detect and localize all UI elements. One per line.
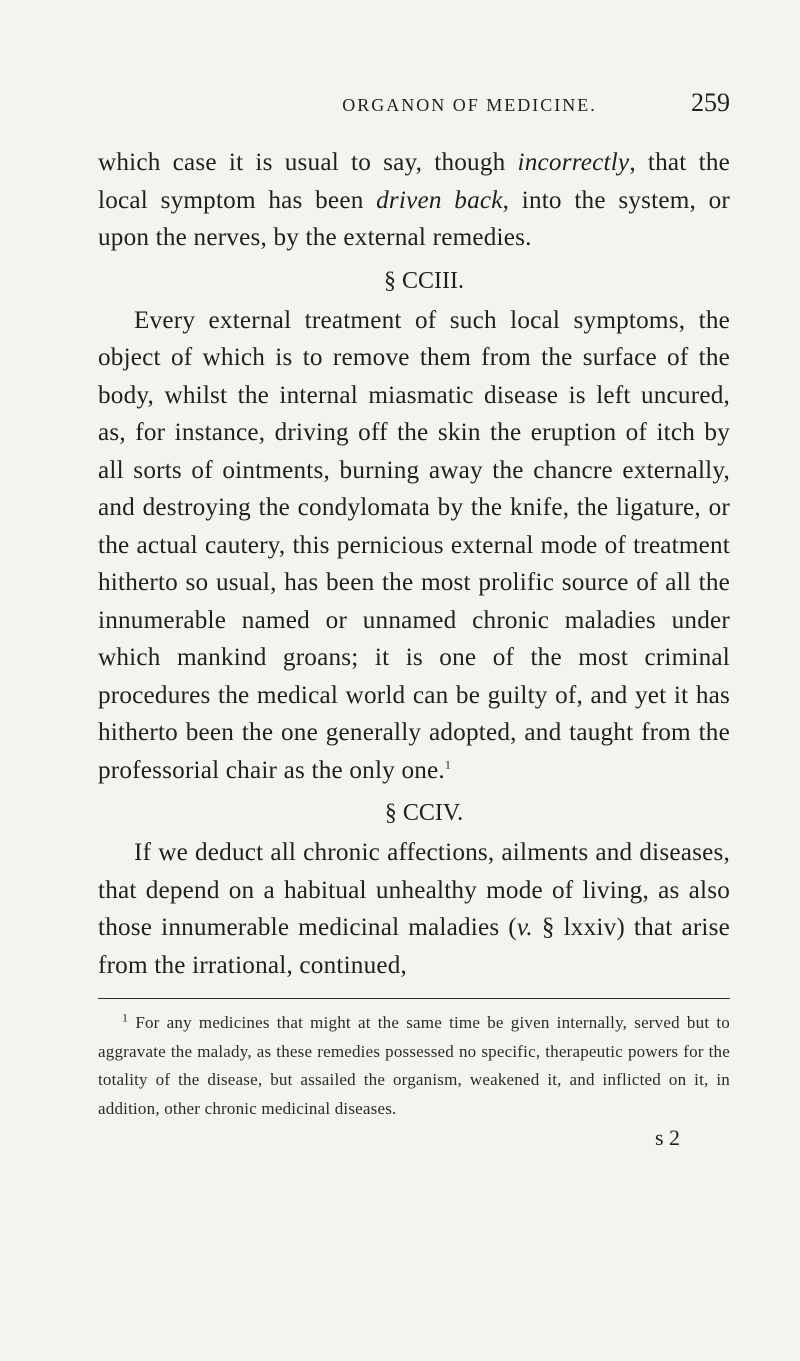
section-heading-cciii: § CCIII. — [384, 267, 464, 294]
section-heading-cciv: § CCIV. — [384, 800, 464, 826]
section-cciv-paragraph: If we deduct all chronic affections, ailments and diseases, that depend on a habitual unhealthy mode of living, as also those innumerable medicinal maladies (v. § lxxiv) that arise from the irrational, continued, — [98, 839, 730, 979]
printer-signature-mark: s 2 — [654, 1125, 680, 1150]
section-cciii-paragraph: Every external treatment of such local symptoms, the object of which is to remove them from the surface of the body, whilst the internal miasmatic disease is left uncured, as, for instance, driving off the skin the eruption of itch by all sorts of ointments, burning away the chancre externally, and destroying the condylomata by the knife, the ligature, or the actual cautery, this pernicious external mode of treatment hitherto so usual, has been the most prolific source of all the innumerable named or unnamed chronic maladies under which mankind groans; it is one of the most criminal procedures the medical world can be guilty of, and yet it has hitherto been the one generally adopted, and taught from the professorial chair as the only one.$^1$ — [98, 306, 730, 784]
running-title: ORGANON OF MEDICINE. — [342, 95, 597, 115]
footnote-reference[interactable]: 1 — [444, 757, 452, 772]
page-number: 259 — [691, 88, 730, 117]
footnote-divider — [98, 998, 730, 999]
continuation-paragraph: which case it is usual to say, though incorrectly, that the local symptom has been driven back, into the system, or upon the nerves, by the external remedies. — [98, 149, 730, 251]
footnote: $^1$ For any medicines that might at the same time be given internally, served but to aggravate the malady, as these remedies possessed no specific, therapeutic powers for the totality of the disease, but assailed the organism, weakened it, and inflicted on it, in addition, other chronic medicinal diseases. — [98, 1010, 730, 1118]
page-header — [98, 0, 730, 138]
footnote-marker: 1 — [122, 1010, 129, 1025]
